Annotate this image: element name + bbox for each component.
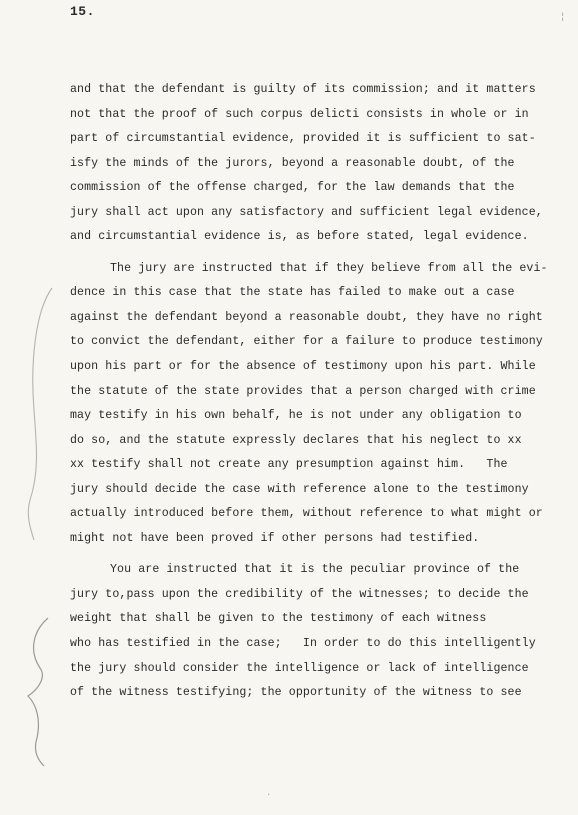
- bottom-mark: ·: [266, 790, 272, 800]
- text-line: of the witness testifying; the opportunity of the witness to see: [70, 686, 522, 700]
- text-line: not that the proof of such corpus delicti consists in whole or in: [70, 107, 529, 121]
- pencil-bracket-upper: [28, 288, 52, 540]
- text-line: against the defendant beyond a reasonable doubt, they have no right: [70, 310, 543, 324]
- text-line: the jury should consider the intelligence or lack of intelligence: [70, 661, 529, 675]
- text-line: may testify in his own behalf, he is not under any obligation to: [70, 409, 522, 423]
- text-line: actually introduced before them, without reference to what might or: [70, 507, 543, 521]
- paragraph-1: [70, 78, 550, 250]
- text-line: You are instructed that it is the peculiar province of the: [110, 563, 520, 577]
- text-line: isfy the minds of the jurors, beyond a reasonable doubt, of the: [70, 156, 515, 170]
- page-number: 15.: [70, 4, 95, 19]
- text-line: part of circumstantial evidence, provided it is sufficient to sat-: [70, 132, 536, 146]
- text-line: who has testified in the case; In order to do this intelligently: [70, 637, 536, 651]
- text-line: jury should decide the case with reference alone to the testimony: [70, 482, 529, 496]
- text-line: and circumstantial evidence is, as before stated, legal evidence.: [70, 230, 529, 244]
- text-line: weight that shall be given to the testimony of each witness: [70, 612, 487, 626]
- corner-mark: ¦: [560, 12, 566, 22]
- paragraph-2: [70, 257, 550, 552]
- paragraph-3: [70, 558, 550, 705]
- text-line: might not have been proved if other persons had testified.: [70, 531, 480, 545]
- text-line: do so, and the statute expressly declares that his neglect to xx: [70, 433, 522, 447]
- text-line: jury shall act upon any satisfactory and sufficient legal evidence,: [70, 205, 543, 219]
- text-line: jury to,pass upon the credibility of the witnesses; to decide the: [70, 587, 529, 601]
- pencil-bracket-lower: [28, 618, 48, 766]
- text-line: upon his part or for the absence of testimony upon his part. While: [70, 360, 536, 374]
- body-text: [70, 78, 550, 706]
- text-line: and that the defendant is guilty of its commission; and it matters: [70, 83, 536, 96]
- text-line: xx testify shall not create any presumption against him. The: [70, 458, 508, 472]
- text-line: commission of the offense charged, for the law demands that the: [70, 181, 515, 195]
- text-line: the statute of the state provides that a person charged with crime: [70, 384, 536, 398]
- text-line: dence in this case that the state has failed to make out a case: [70, 286, 515, 300]
- text-line: to convict the defendant, either for a failure to produce testimony: [70, 335, 543, 349]
- text-line: The jury are instructed that if they believe from all the evi-: [110, 261, 548, 275]
